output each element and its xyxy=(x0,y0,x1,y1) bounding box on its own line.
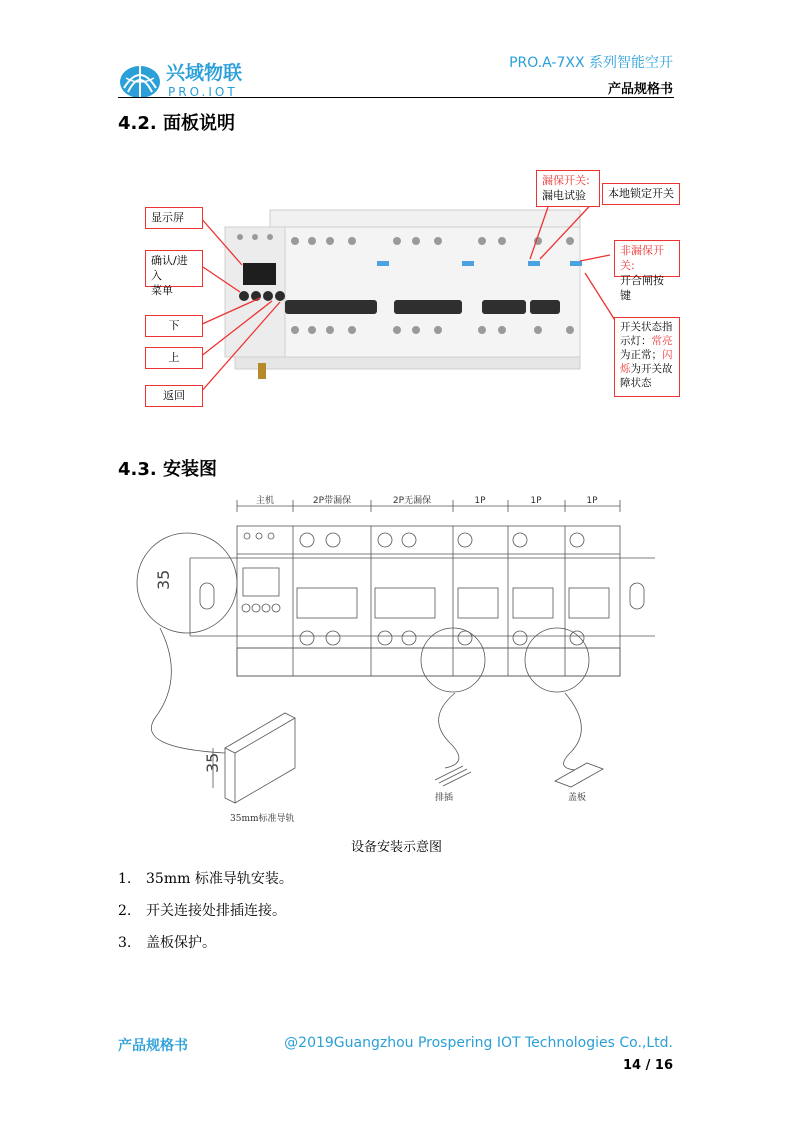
header-divider xyxy=(118,97,674,98)
callout-nonleak-switch: 非漏保开关: 开合闸按键 xyxy=(614,240,680,277)
footer-copyright: @2019Guangzhou Prospering IOT Technologies Co.,Ltd. xyxy=(284,1035,673,1051)
rail-caption: 35mm标准导轨 xyxy=(230,814,295,824)
callout-up: 上 xyxy=(145,347,203,369)
callout-display: 显示屏 xyxy=(145,207,203,229)
logo-cn-text: 兴域物联 xyxy=(166,62,243,84)
section-title-panel: 4.2. 面板说明 xyxy=(118,113,235,134)
company-logo xyxy=(118,52,278,100)
product-series-title: PRO.A-7XX 系列智能空开 xyxy=(509,55,673,71)
connector-caption: 排插 xyxy=(435,793,454,803)
cover-caption: 盖板 xyxy=(568,793,587,803)
callout-leak-switch: 漏保开关: 漏电试验 xyxy=(536,170,600,207)
rail-dimension-label: 35 xyxy=(154,569,173,590)
callout-local-lock: 本地锁定开关 xyxy=(602,183,680,205)
module-label: 1P xyxy=(530,496,542,506)
panel-figure xyxy=(140,165,680,415)
callout-down: 下 xyxy=(145,315,203,337)
module-label: 1P xyxy=(474,496,486,506)
callout-status-light: 开关状态指 示灯：常亮 为正常；闪 烁为开关故 障状态 xyxy=(614,317,680,397)
document-kind: 产品规格书 xyxy=(607,82,673,97)
install-step: 1. 35mm 标准导轨安装。 xyxy=(118,871,293,887)
figure-caption: 设备安装示意图 xyxy=(350,840,442,855)
module-label: 2P带漏保 xyxy=(312,496,352,506)
module-label: 2P无漏保 xyxy=(392,496,432,506)
installation-figure xyxy=(125,488,655,828)
install-step: 3. 盖板保护。 xyxy=(118,935,216,951)
module-label: 1P xyxy=(586,496,598,506)
footer-doc-kind: 产品规格书 xyxy=(118,1038,188,1054)
callout-confirm: 确认/进入 菜单 xyxy=(145,250,203,287)
display-screen xyxy=(243,263,276,285)
installation-line-drawing xyxy=(125,488,655,828)
logo-en-text: PRO.IOT xyxy=(168,85,238,99)
rail-detail-dimension-label: 35 xyxy=(203,752,222,773)
page-number: 14 / 16 xyxy=(623,1058,673,1073)
module-label: 主机 xyxy=(255,496,275,506)
callout-back: 返回 xyxy=(145,385,203,407)
logo-emblem-icon xyxy=(120,66,160,98)
install-step: 2. 开关连接处排插连接。 xyxy=(118,903,286,919)
section-title-install: 4.3. 安装图 xyxy=(118,459,217,480)
